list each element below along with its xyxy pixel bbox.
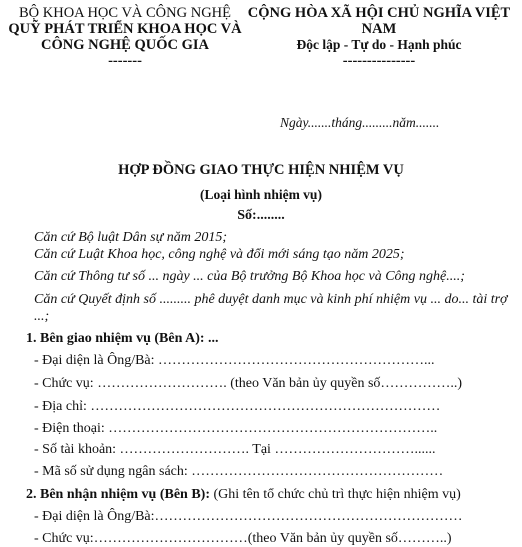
contract-number: Số:........ bbox=[237, 208, 285, 223]
left-dashes: ------- bbox=[108, 53, 142, 69]
party-b-field: - Đại diện là Ông/Bà:………………………………………………………… bbox=[34, 509, 463, 524]
basis-line: Căn cứ Quyết định số ......... phê duyệt danh mục và kinh phí nhiệm vụ ... do... tài trợ ...; bbox=[34, 292, 508, 324]
party-a-field: - Địa chỉ: ………………………………………………………………… bbox=[34, 399, 441, 414]
basis-line: Căn cứ Bộ luật Dân sự năm 2015; bbox=[34, 230, 227, 245]
date-line: Ngày.......tháng.........năm....... bbox=[280, 115, 440, 130]
party-b-heading: 2. Bên nhận nhiệm vụ (Bên B): bbox=[26, 487, 210, 502]
basis-line: Căn cứ Thông tư số ... ngày ... của Bộ trưởng Bộ Khoa học và Công nghệ....; bbox=[34, 269, 465, 284]
party-a-field: - Chức vụ: ………………………. (theo Văn bản ủy quyền số……………..) bbox=[34, 376, 463, 391]
party-a-field: - Mã số sử dụng ngân sách: ……………………………………………… bbox=[34, 464, 444, 479]
party-a-field: - Đại diện là Ông/Bà: …………………………………………………... bbox=[34, 353, 435, 368]
ministry-name: BỘ KHOA HỌC VÀ CÔNG NGHỆ bbox=[18, 5, 231, 21]
party-b-field: - Chức vụ:……………………………(theo Văn bản ủy quyền số………..) bbox=[34, 531, 452, 546]
basis-line: Căn cứ Luật Khoa học, công nghệ và đổi mới sáng tạo năm 2025; bbox=[34, 247, 405, 262]
header-right bbox=[240, 5, 518, 69]
header-left bbox=[8, 5, 242, 69]
party-b-heading-note: (Ghi tên tổ chức chủ trì thực hiện nhiệm vụ) bbox=[209, 487, 461, 502]
right-dashes: --------------- bbox=[342, 53, 416, 69]
party-b-heading-row bbox=[26, 486, 514, 503]
party-a-heading: 1. Bên giao nhiệm vụ (Bên A): ... bbox=[26, 331, 219, 346]
contract-title: HỢP ĐỒNG GIAO THỰC HIỆN NHIỆM VỤ bbox=[118, 162, 404, 178]
contract-type: (Loại hình nhiệm vụ) bbox=[200, 187, 322, 202]
party-a-field: - Số tài khoản: ………………………. Tại …………………………...... bbox=[34, 442, 436, 457]
national-motto: Độc lập - Tự do - Hạnh phúc bbox=[296, 37, 462, 52]
country-name: CỘNG HÒA XÃ HỘI CHỦ NGHĨA VIỆT NAM bbox=[247, 5, 511, 37]
party-a-field: - Điện thoại: …………………………………………………………….. bbox=[34, 421, 438, 436]
fund-name: QUỸ PHÁT TRIỂN KHOA HỌC VÀ CÔNG NGHỆ QUỐC GIA bbox=[8, 21, 242, 53]
